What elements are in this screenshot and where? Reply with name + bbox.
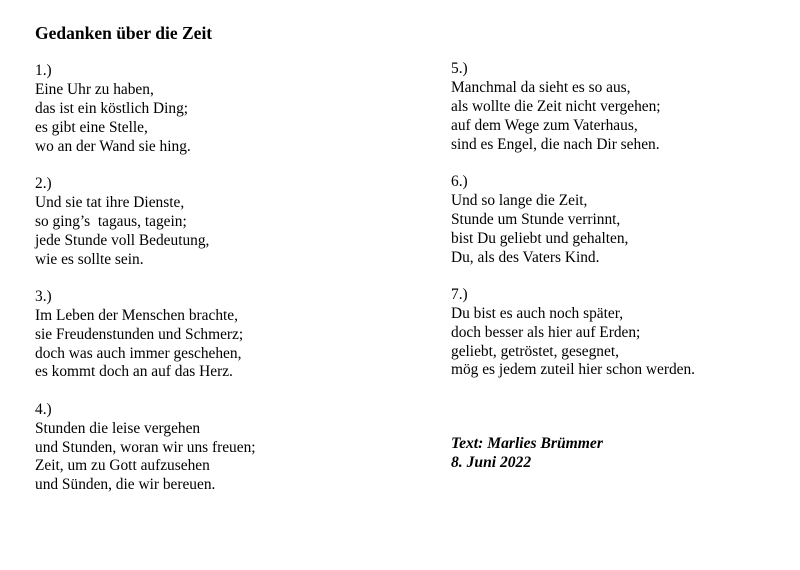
stanza-number: 4.) [35, 400, 52, 418]
author-credit [451, 434, 603, 472]
verse-line: und Stunden, woran wir uns freuen; [35, 438, 256, 456]
verse-line: das ist ein köstlich Ding; [35, 99, 189, 117]
verse-line: als wollte die Zeit nicht vergehen; [451, 97, 661, 115]
stanza-5 [451, 60, 800, 155]
verse-line: sie Freudenstunden und Schmerz; [35, 325, 244, 343]
verse-line: doch besser als hier auf Erden; [451, 323, 641, 341]
poem-date: 8. Juni 2022 [451, 454, 532, 471]
verse-line: Stunde um Stunde verrinnt, [451, 210, 621, 228]
stanza-7 [451, 286, 800, 381]
verse-line: so ging’s tagaus, tagein; [35, 212, 187, 230]
verse-line: Du bist es auch noch später, [451, 304, 624, 322]
author-name: Text: Marlies Brümmer [451, 435, 603, 452]
stanza-number: 5.) [451, 60, 468, 77]
stanza-6 [451, 173, 800, 268]
verse-line: Und so lange die Zeit, [451, 191, 588, 209]
verse-line: wie es sollte sein. [35, 250, 144, 268]
verse-line: Du, als des Vaters Kind. [451, 248, 600, 266]
stanza-number: 2.) [35, 174, 52, 192]
verse-line: Und sie tat ihre Dienste, [35, 193, 185, 211]
verse-line: sind es Engel, die nach Dir sehen. [451, 135, 660, 153]
stanza-number: 1.) [35, 62, 52, 79]
verse-line: es gibt eine Stelle, [35, 118, 148, 136]
verse-line: bist Du geliebt und gehalten, [451, 229, 629, 247]
stanza-1 [35, 62, 415, 157]
verse-line: mög es jedem zuteil hier schon werden. [451, 361, 696, 379]
verse-line: Manchmal da sieht es so aus, [451, 78, 631, 96]
stanza-4 [35, 401, 415, 496]
verse-line: wo an der Wand sie hing. [35, 137, 191, 155]
verse-line: doch was auch immer geschehen, [35, 344, 242, 362]
verse-line: und Sünden, die wir bereuen. [35, 476, 216, 494]
poem-title: Gedanken über die Zeit [35, 23, 213, 43]
stanza-number: 6.) [451, 172, 468, 190]
verse-line: geliebt, getröstet, gesegnet, [451, 342, 619, 360]
verse-line: es kommt doch an auf das Herz. [35, 363, 233, 381]
stanza-2 [35, 175, 415, 270]
verse-line: auf dem Wege zum Vaterhaus, [451, 116, 638, 134]
stanza-3 [35, 288, 415, 383]
poem-column-left [35, 62, 415, 514]
verse-line: Eine Uhr zu haben, [35, 80, 154, 98]
verse-line: jede Stunde voll Bedeutung, [35, 231, 210, 249]
poem-column-right [451, 60, 800, 399]
stanza-number: 7.) [451, 285, 468, 303]
verse-line: Im Leben der Menschen brachte, [35, 306, 238, 324]
verse-line: Stunden die leise vergehen [35, 419, 201, 437]
verse-line: Zeit, um zu Gott aufzusehen [35, 457, 210, 475]
stanza-number: 3.) [35, 287, 52, 305]
